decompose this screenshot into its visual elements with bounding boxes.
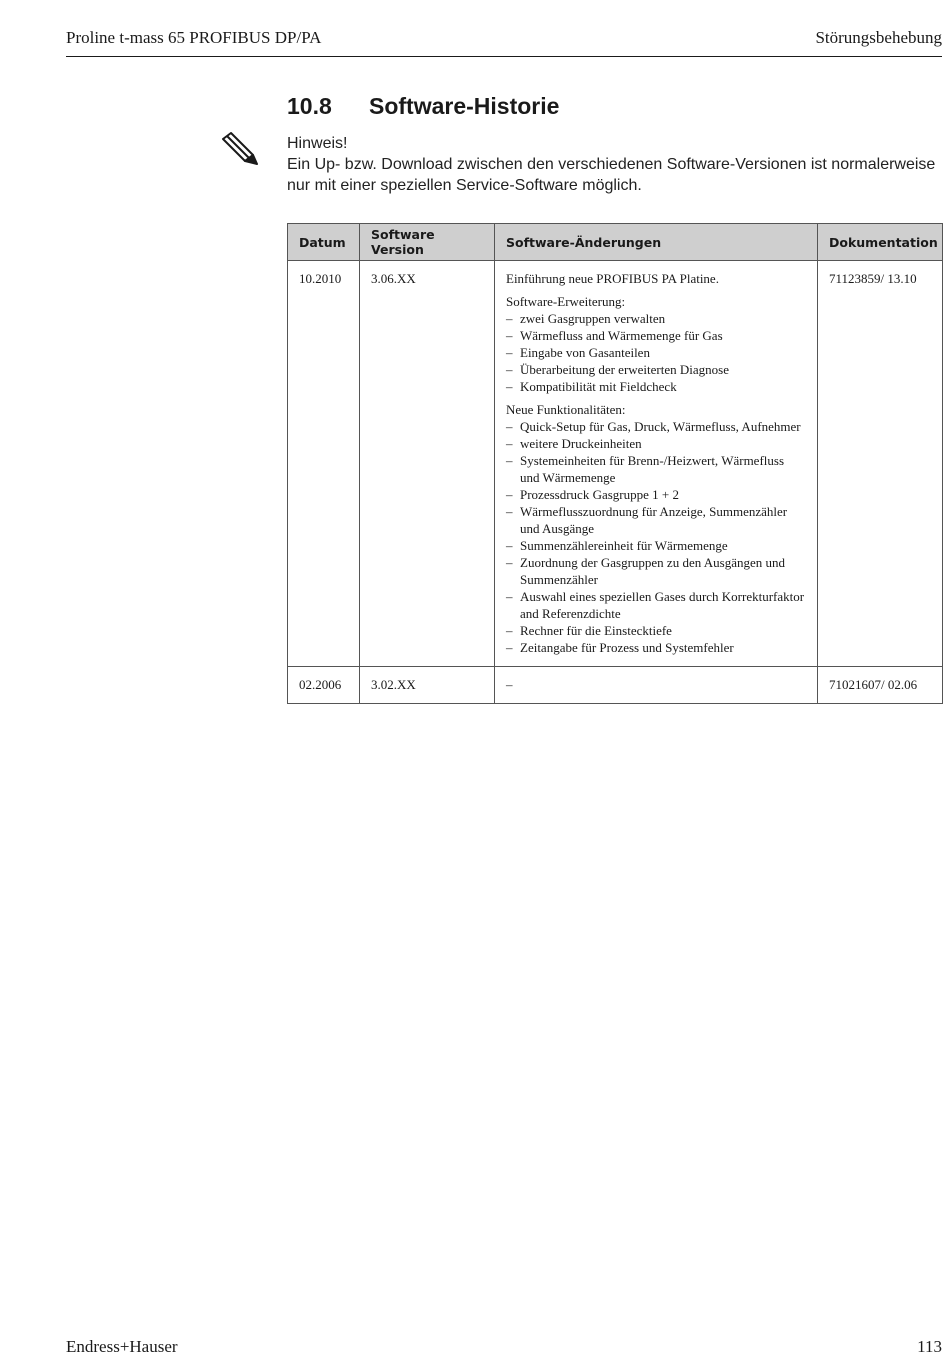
cell-date: 02.2006 (288, 667, 360, 704)
column-header-changes: Software-Änderungen (495, 224, 818, 261)
cell-documentation: 71021607/ 02.06 (818, 667, 943, 704)
list-item: – Wärmefluss and Wärmemenge für Gas (506, 327, 806, 344)
changes-intro: Einführung neue PROFIBUS PA Platine. (506, 271, 719, 286)
changes-list (506, 418, 806, 656)
list-item: – Zuordnung der Gasgruppen zu den Ausgängen und Summenzähler (506, 554, 806, 588)
footer-company: Endress+Hauser (66, 1337, 178, 1356)
column-header-date: Datum (288, 224, 360, 261)
cell-changes: – (495, 667, 818, 704)
cell-version: 3.02.XX (360, 667, 495, 704)
pencil-note-icon (219, 130, 259, 166)
cell-date: 10.2010 (288, 261, 360, 667)
note-text: Ein Up- bzw. Download zwischen den verschiedenen Software-Versionen ist normalerweise nur mit einer speziellen Service-Software möglich. (287, 156, 936, 194)
header-chapter-title: Störungsbehebung (815, 28, 942, 47)
list-item: – Wärmeflusszuordnung für Anzeige, Summenzähler und Ausgänge (506, 503, 806, 537)
section-title: Software-Historie (369, 93, 560, 119)
page-header (66, 28, 942, 57)
list-item: – zwei Gasgruppen verwalten (506, 310, 806, 327)
list-item: – Eingabe von Gasanteilen (506, 344, 806, 361)
cell-documentation: 71123859/ 13.10 (818, 261, 943, 667)
page-footer (66, 1337, 942, 1357)
list-item: – weitere Druckeinheiten (506, 435, 806, 452)
section-heading (287, 93, 559, 120)
note-label: Hinweis! (287, 135, 348, 152)
column-header-version: Software Version (360, 224, 495, 261)
list-item: – Summenzählereinheit für Wärmemenge (506, 537, 806, 554)
software-history-table (287, 223, 943, 704)
changes-group-title: Neue Funktionalitäten: (506, 402, 626, 417)
cell-version: 3.06.XX (360, 261, 495, 667)
list-item: – Quick-Setup für Gas, Druck, Wärmefluss, Aufnehmer (506, 418, 806, 435)
table-row (288, 261, 943, 667)
list-item: – Überarbeitung der erweiterten Diagnose (506, 361, 806, 378)
column-header-documentation: Dokumentation (818, 224, 943, 261)
page-number: 113 (917, 1337, 942, 1356)
cell-changes (495, 261, 818, 667)
list-item: – Zeitangabe für Prozess und Systemfehler (506, 639, 806, 656)
changes-group-title: Software-Erweiterung: (506, 294, 626, 309)
table-header-row (288, 224, 943, 261)
list-item: – Auswahl eines speziellen Gases durch Korrekturfaktor and Referenzdichte (506, 588, 806, 622)
section-number: 10.8 (287, 93, 332, 119)
changes-list (506, 310, 806, 395)
table-row (288, 667, 943, 704)
list-item: – Systemeinheiten für Brenn-/Heizwert, Wärmefluss und Wärmemenge (506, 452, 806, 486)
list-item: – Prozessdruck Gasgruppe 1 + 2 (506, 486, 806, 503)
list-item: – Kompatibilität mit Fieldcheck (506, 378, 806, 395)
header-document-title: Proline t-mass 65 PROFIBUS DP/PA (66, 28, 322, 47)
note-box (287, 133, 947, 196)
list-item: – Rechner für die Einstecktiefe (506, 622, 806, 639)
